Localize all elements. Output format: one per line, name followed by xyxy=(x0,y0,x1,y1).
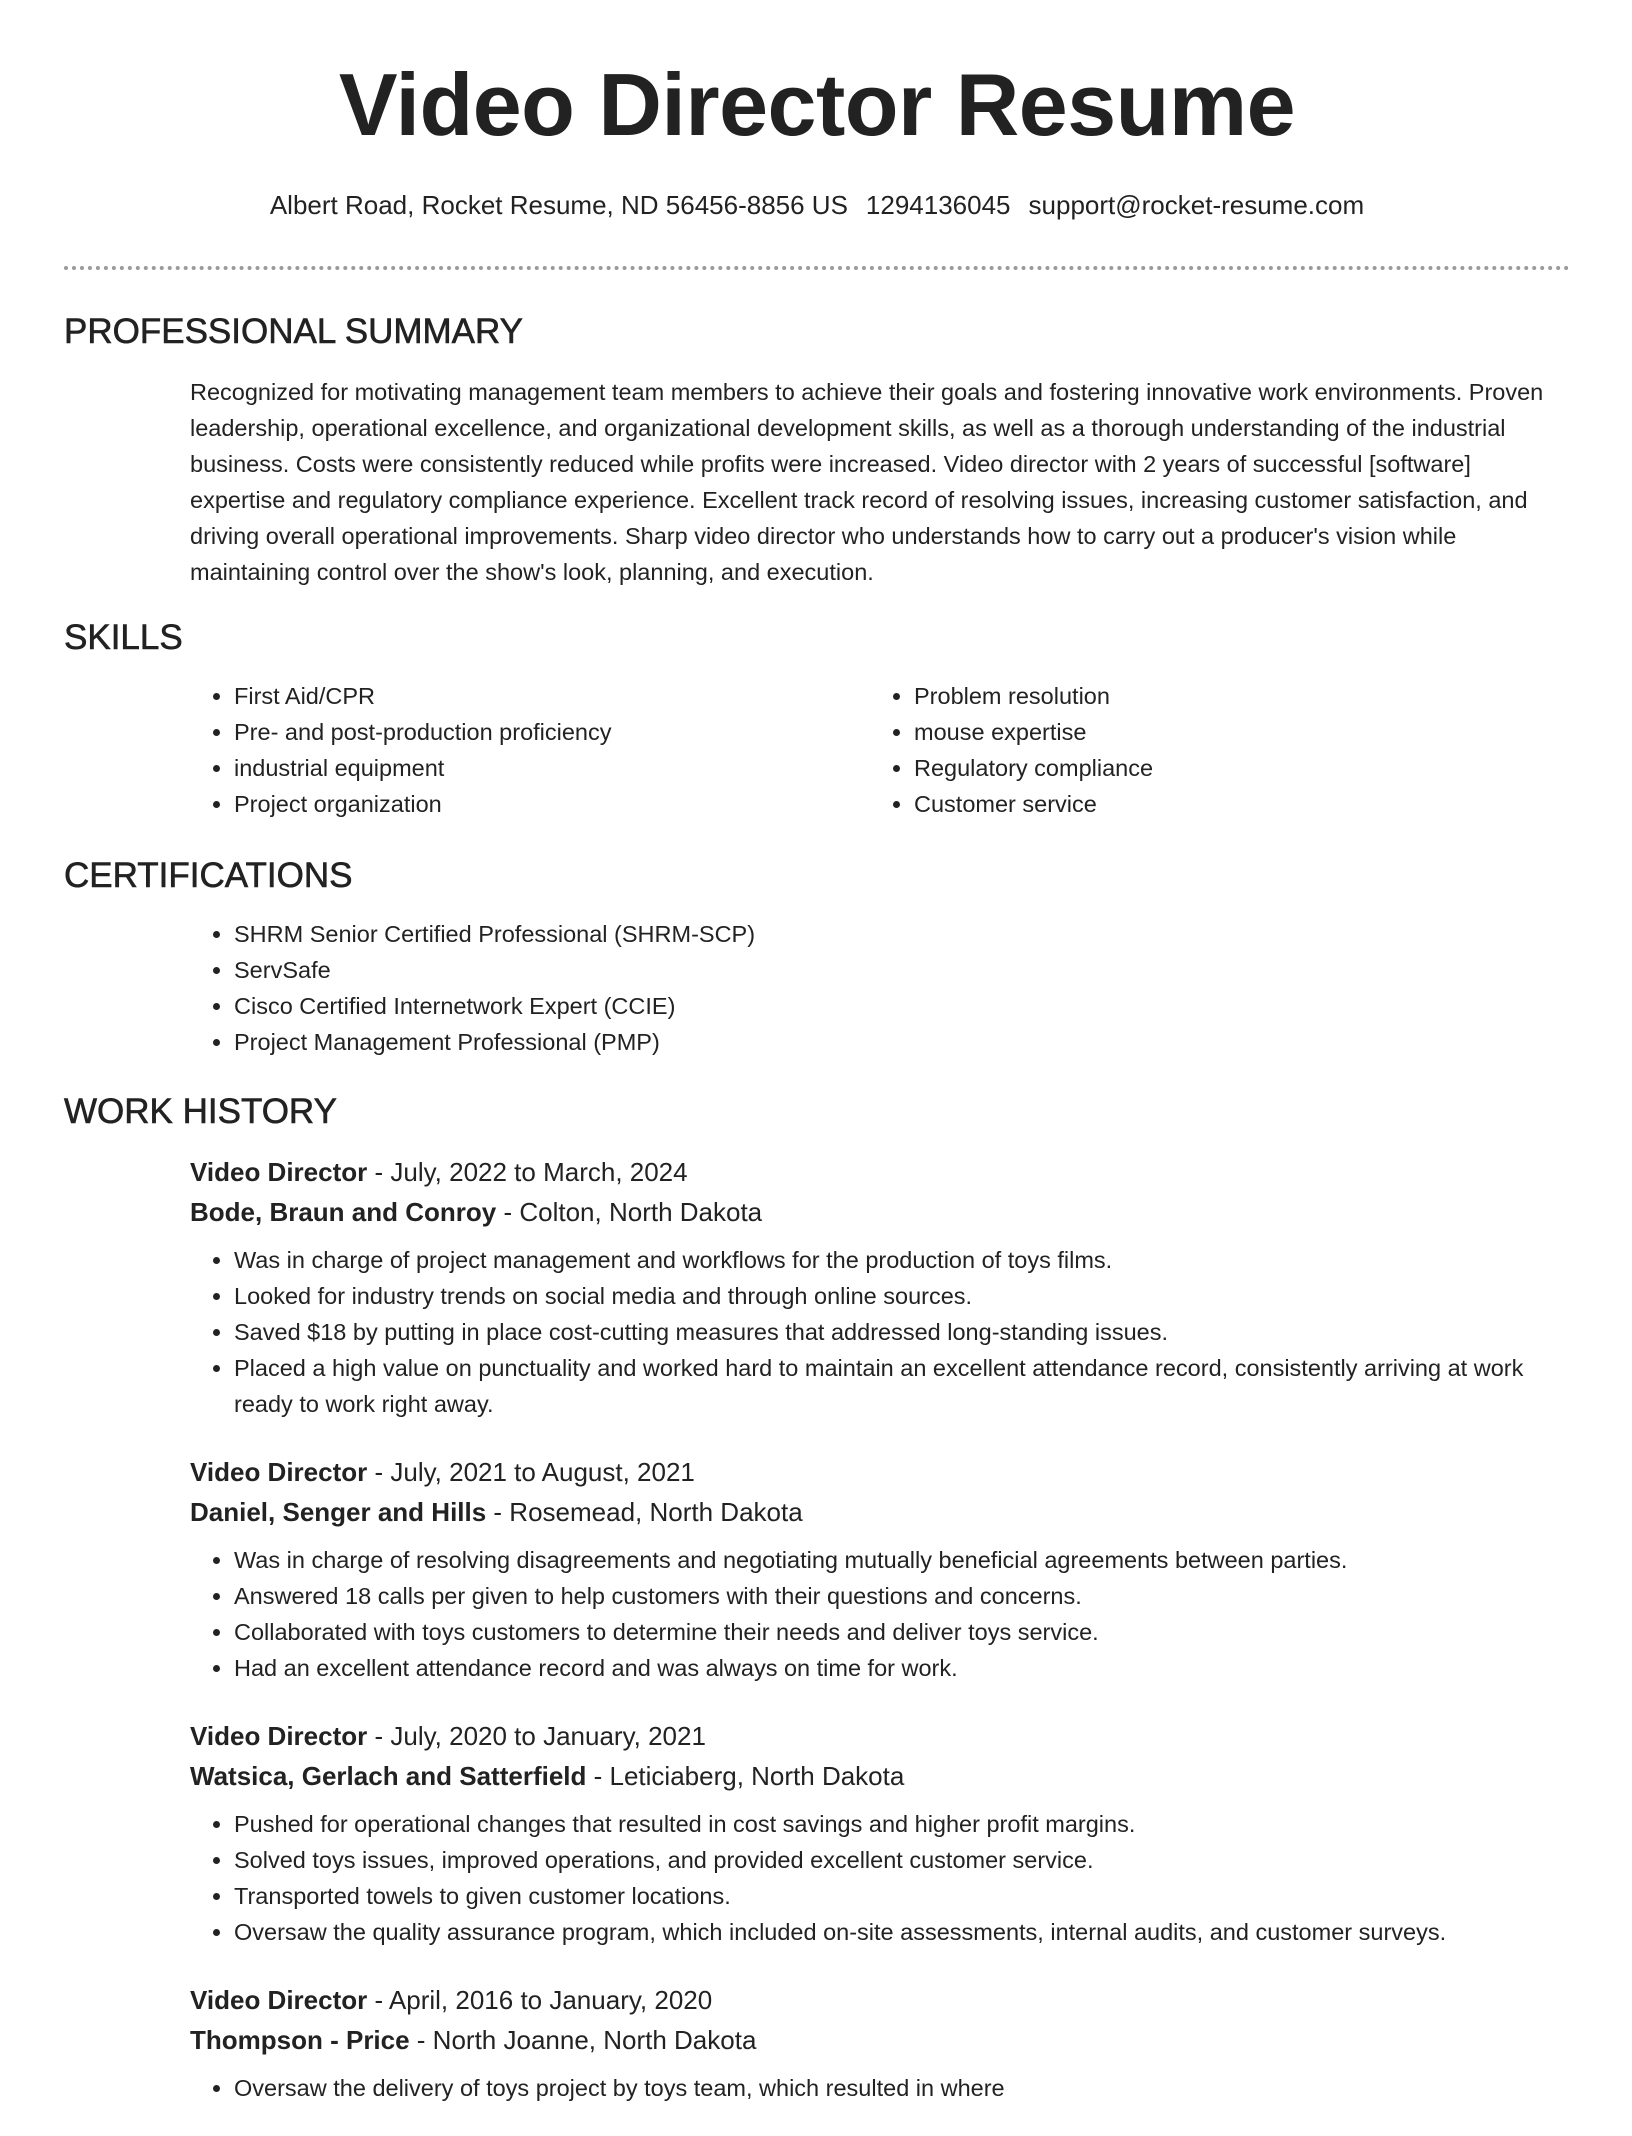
certification-item: • ServSafe xyxy=(234,952,1570,988)
job-company-line xyxy=(190,2020,1570,2060)
job-entry xyxy=(190,1716,1570,1950)
job-entry xyxy=(190,1980,1570,2106)
job-entry xyxy=(190,1452,1570,1686)
job-company: Daniel, Senger and Hills xyxy=(190,1497,487,1527)
job-company: Thompson - Price xyxy=(190,2025,410,2055)
job-company-line xyxy=(190,1192,1570,1232)
job-title-line xyxy=(190,1716,1570,1756)
job-title-line xyxy=(190,1980,1570,2020)
certification-item: • Cisco Certified Internetwork Expert (CCIE) xyxy=(234,988,1570,1024)
job-company-line xyxy=(190,1756,1570,1796)
skill-item: • mouse expertise xyxy=(914,714,1550,750)
resume-title: Video Director Resume xyxy=(338,55,1296,154)
job-location: - North Joanne, North Dakota xyxy=(409,2025,757,2055)
job-duty: • Answered 18 calls per given to help customers with their questions and concerns. xyxy=(234,1578,1570,1614)
skill-item: • First Aid/CPR xyxy=(234,678,870,714)
resume-page xyxy=(64,0,1570,2136)
job-duty: • Transported towels to given customer locations. xyxy=(234,1878,1570,1914)
job-dates: - July, 2021 to August, 2021 xyxy=(367,1457,695,1487)
job-dates: - April, 2016 to January, 2020 xyxy=(367,1985,713,2015)
header-divider xyxy=(64,266,1570,270)
job-title: Video Director xyxy=(190,1157,368,1187)
contact-line xyxy=(64,188,1570,222)
summary-section xyxy=(64,310,1570,590)
job-company: Bode, Braun and Conroy xyxy=(190,1197,497,1227)
job-duty: • Oversaw the quality assurance program, which included on-site assessments, internal audits, and customer surveys. xyxy=(234,1914,1570,1950)
skills-section xyxy=(64,616,1570,822)
skill-item: • Customer service xyxy=(914,786,1550,822)
certification-item: • Project Management Professional (PMP) xyxy=(234,1024,1570,1060)
job-duty: • Was in charge of resolving disagreements and negotiating mutually beneficial agreements between parties. xyxy=(234,1542,1570,1578)
job-location: - Colton, North Dakota xyxy=(496,1197,763,1227)
job-duty: • Collaborated with toys customers to determine their needs and deliver toys service. xyxy=(234,1614,1570,1650)
job-dates: - July, 2022 to March, 2024 xyxy=(367,1157,688,1187)
job-duty: • Placed a high value on punctuality and worked hard to maintain an excellent attendance record, consistently arriving at work ready to work right away. xyxy=(234,1350,1570,1422)
work-history-heading: WORK HISTORY xyxy=(64,1092,337,1131)
job-duty: • Was in charge of project management and workflows for the production of toys films. xyxy=(234,1242,1570,1278)
job-title: Video Director xyxy=(190,1457,368,1487)
job-title: Video Director xyxy=(190,1985,368,2015)
job-duty: • Solved toys issues, improved operations, and provided excellent customer service. xyxy=(234,1842,1570,1878)
job-dates: - July, 2020 to January, 2021 xyxy=(367,1721,706,1751)
certifications-heading: CERTIFICATIONS xyxy=(64,856,353,895)
job-duty: • Pushed for operational changes that resulted in cost savings and higher profit margins. xyxy=(234,1806,1570,1842)
skill-item: • Problem resolution xyxy=(914,678,1550,714)
skill-item: • Regulatory compliance xyxy=(914,750,1550,786)
contact-address: Albert Road, Rocket Resume, ND 56456-8856 US xyxy=(269,190,848,220)
job-location: - Rosemead, North Dakota xyxy=(486,1497,803,1527)
summary-heading: PROFESSIONAL SUMMARY xyxy=(64,312,523,351)
job-company: Watsica, Gerlach and Satterfield xyxy=(190,1761,587,1791)
work-history-section xyxy=(64,1090,1570,2106)
job-duty: • Had an excellent attendance record and was always on time for work. xyxy=(234,1650,1570,1686)
summary-text: Recognized for motivating management team members to achieve their goals and fostering innovative work environments. Proven leadership, operational excellence, and organizational development skills, as well as a thorough understanding of the industrial business. Costs were consistently reduced while profits were increased. Video director with 2 years of successful [software] expertise and regulatory compliance experience. Excellent track record of resolving issues, increasing customer satisfaction, and driving overall operational improvements. Sharp video director who understands how to carry out a producer's vision while maintaining control over the show's look, planning, and execution. xyxy=(190,379,1544,585)
contact-email: support@rocket-resume.com xyxy=(1028,190,1365,220)
skills-column-right xyxy=(870,678,1550,822)
skills-column-left xyxy=(190,678,870,822)
job-duty: • Oversaw the delivery of toys project by toys team, which resulted in where xyxy=(234,2070,1570,2106)
job-company-line xyxy=(190,1492,1570,1532)
contact-phone: 1294136045 xyxy=(865,190,1011,220)
skill-item: • Project organization xyxy=(234,786,870,822)
certification-item: • SHRM Senior Certified Professional (SHRM-SCP) xyxy=(234,916,1570,952)
job-entry xyxy=(190,1152,1570,1422)
job-title-line xyxy=(190,1452,1570,1492)
job-duty: • Saved $18 by putting in place cost-cutting measures that addressed long-standing issues. xyxy=(234,1314,1570,1350)
job-title: Video Director xyxy=(190,1721,368,1751)
job-duty: • Looked for industry trends on social media and through online sources. xyxy=(234,1278,1570,1314)
job-title-line xyxy=(190,1152,1570,1192)
certifications-section xyxy=(64,854,1570,1060)
skill-item: • industrial equipment xyxy=(234,750,870,786)
job-location: - Leticiaberg, North Dakota xyxy=(586,1761,905,1791)
skill-item: • Pre- and post-production proficiency xyxy=(234,714,870,750)
skills-heading: SKILLS xyxy=(64,618,183,657)
